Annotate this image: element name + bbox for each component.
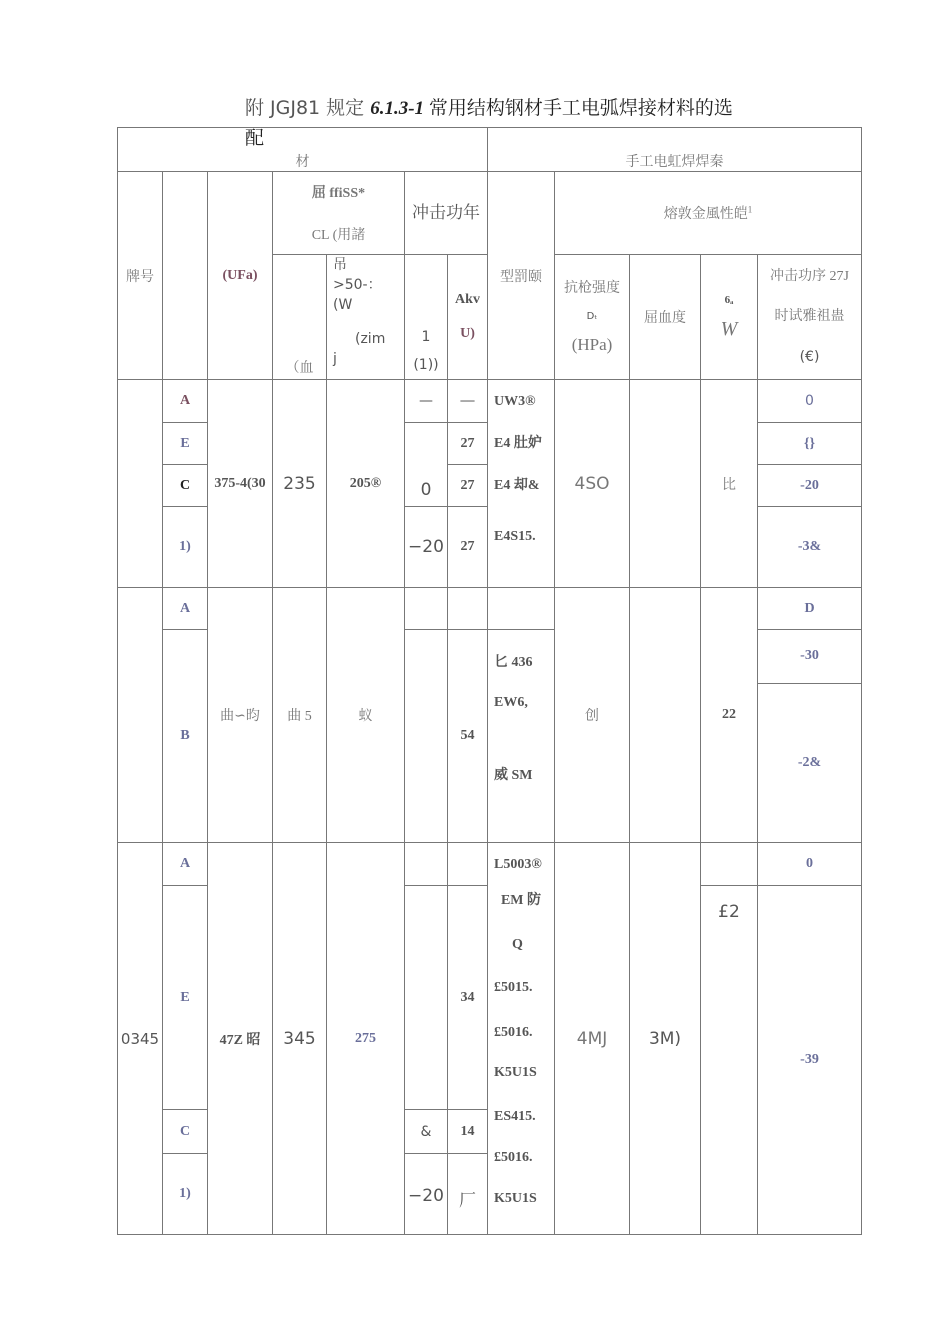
header-electrode: 手工电虹焊焊秦: [488, 128, 862, 172]
g1-brand: [118, 380, 163, 588]
g3-akv-d: 厂: [448, 1154, 488, 1235]
g3-grade-a: A: [163, 843, 208, 886]
g2-grade-a: A: [163, 588, 208, 630]
g1-te-d: -3&: [758, 507, 862, 588]
g3-tensile: 4MJ: [555, 843, 630, 1235]
header-melt: 熔敦金風性皑$^1$: [555, 172, 862, 255]
g2-strength: 曲∽昀: [208, 588, 273, 843]
g1-te-c: -20: [758, 465, 862, 507]
header-thick: 吊 >50-： (W (zim j: [327, 255, 405, 380]
g2-y50: 蚁: [327, 588, 405, 843]
g2-te-c: -2&: [758, 683, 862, 842]
g3-yield2: 3M): [630, 843, 701, 1235]
g3-akv-e: 34: [448, 886, 488, 1110]
g2-types: 匕 436 EW6, 威 SM: [488, 630, 555, 843]
g1-grade-a: A: [163, 380, 208, 423]
g1-te-b: {}: [758, 423, 862, 465]
g1-temp-a: —: [405, 380, 448, 423]
header-akv: Akv U): [448, 255, 488, 380]
g2-te-a: D: [758, 588, 862, 630]
welding-material-table: [117, 127, 862, 1235]
g1-temp-d: −20: [405, 507, 448, 588]
header-grade: [163, 172, 208, 380]
g2-tensile: 创: [555, 588, 630, 843]
header-impact: 冲击功年: [405, 172, 488, 255]
header-material: 材: [118, 128, 488, 172]
g2-yield2: [630, 588, 701, 843]
page-title: 附 JGJ81 规定 6.1.3-1 常用结构钢材手工电弧焊接材料的选 配: [245, 97, 733, 149]
header-type: 型罰颐: [488, 172, 555, 380]
g2-temp-b: [405, 630, 448, 843]
g3-strength: 47Z 昭: [208, 843, 273, 1235]
g3-akv-a: [448, 843, 488, 886]
header-delta: 6ₐ W: [701, 255, 758, 380]
g1-akv-a: —: [448, 380, 488, 423]
g3-temp-e: [405, 886, 448, 1110]
g1-y50: 205®: [327, 380, 405, 588]
g3-grade-e: E: [163, 886, 208, 1110]
g3-grade-d: 1): [163, 1154, 208, 1235]
header-impact-e: 冲击功序 27J 时试雅祖蛊 (€): [758, 255, 862, 380]
g1-akv-b: 27: [448, 423, 488, 465]
g3-akv-c: 14: [448, 1110, 488, 1154]
g3-delta: £2: [701, 886, 758, 1235]
g3-y50: 275: [327, 843, 405, 1235]
g1-strength: 375-4(30: [208, 380, 273, 588]
g2-akv-a: [448, 588, 488, 630]
g1-grade-c: C: [163, 465, 208, 507]
g2-type-a: [488, 588, 555, 630]
g2-akv-b: 54: [448, 630, 488, 843]
g3-temp-c: &: [405, 1110, 448, 1154]
g3-yield: 345: [273, 843, 327, 1235]
header-yield: 屈 ffiSS* CL (用諸: [273, 172, 405, 255]
header-strength-unit: (UFa): [208, 172, 273, 380]
g2-yield: 曲 5: [273, 588, 327, 843]
g1-akv-c: 27: [448, 465, 488, 507]
header-blood: （血: [273, 255, 327, 380]
g1-yield: 235: [273, 380, 327, 588]
g3-te-a: 0: [758, 843, 862, 886]
g2-delta: 22: [701, 588, 758, 843]
header-yield2: 屈血度: [630, 255, 701, 380]
g2-brand: [118, 588, 163, 843]
g2-temp-a: [405, 588, 448, 630]
g1-grade-b: E: [163, 423, 208, 465]
header-temp: 1 (1)): [405, 255, 448, 380]
g1-akv-d: 27: [448, 507, 488, 588]
g3-delta-a: [701, 843, 758, 886]
g1-yield2: [630, 380, 701, 588]
g3-te-b: -39: [758, 886, 862, 1235]
header-brand: 牌号: [118, 172, 163, 380]
g3-temp-a: [405, 843, 448, 886]
g1-temp-c: 0: [405, 423, 448, 507]
g3-temp-d: −20: [405, 1154, 448, 1235]
g2-te-b: -30: [758, 630, 862, 684]
header-tensile: 抗枪强度 Dₜ (HPa): [555, 255, 630, 380]
g2-grade-b: B: [163, 630, 208, 843]
g3-grade-c: C: [163, 1110, 208, 1154]
g3-brand: 0345: [118, 843, 163, 1235]
g1-types: UW3® E4 肚妒 E4 却& E4S15.: [488, 380, 555, 588]
g1-grade-d: 1): [163, 507, 208, 588]
g3-types: L5003® EM 防 Q £5015. £5016. K5U1S ES415. £5016. K5U1S: [488, 843, 555, 1235]
g1-delta: 比: [701, 380, 758, 588]
g1-te-a: 0: [758, 380, 862, 423]
g1-tensile: 4SO: [555, 380, 630, 588]
